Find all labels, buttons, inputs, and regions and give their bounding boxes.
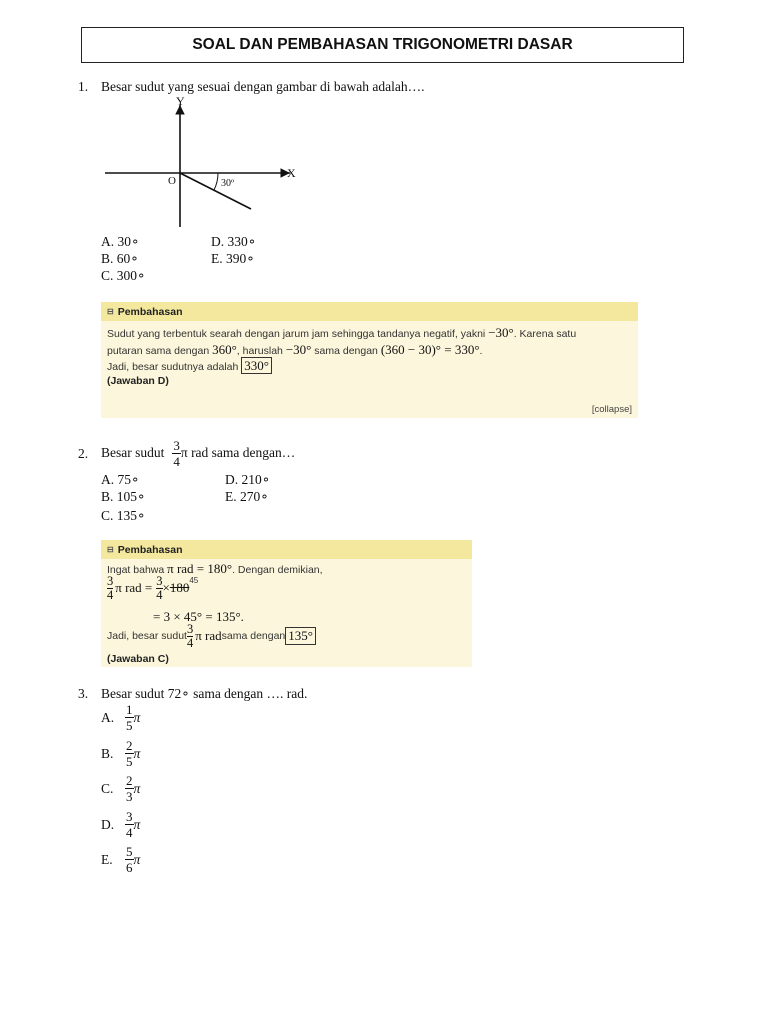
x-axis-label: X xyxy=(287,166,296,180)
page-title: SOAL DAN PEMBAHASAN TRIGONOMETRI DASAR xyxy=(81,27,684,63)
question-2-fraction: $\frac{3}{4}$ xyxy=(173,437,180,469)
solution-box-2 xyxy=(101,540,472,667)
q2-option-c: C. 135∘ xyxy=(101,508,146,523)
angle-arc xyxy=(214,173,218,190)
question-2-number: 2. xyxy=(78,446,89,461)
collapse-toggle-icon[interactable]: ⊟ xyxy=(107,545,114,554)
q1-option-b: B. 60∘ xyxy=(101,251,139,266)
question-1-number: 1. xyxy=(78,79,89,94)
origin-label: O xyxy=(168,175,176,187)
q1-option-d: D. 330∘ xyxy=(211,234,257,249)
solution-2-line-3: Jadi, besar sudut 3 4 π rad sama dengan 135° xyxy=(107,623,316,649)
q2-option-a: A. 75∘ xyxy=(101,472,140,487)
y-axis-label: Y xyxy=(176,94,185,108)
q1-option-a: A. 30∘ xyxy=(101,234,140,249)
q3-option-b: B. $\frac{2}{5}$ π xyxy=(101,738,141,769)
answer-box: 330° xyxy=(241,357,272,374)
solution-2-equation-1: 3 4 π rad = $\frac{3}{4}$ × 180 45 xyxy=(107,574,199,602)
solution-2-header[interactable] xyxy=(101,540,472,559)
solution-box-1 xyxy=(101,302,638,418)
q1-option-e: E. 390∘ xyxy=(211,251,255,266)
q2-option-e: E. 270∘ xyxy=(225,489,269,504)
solution-1-line-2: putaran sama dengan 360°, haruslah −30° sama dengan (360 − 30)° = 330°. xyxy=(107,342,483,357)
q2-option-d: D. 210∘ xyxy=(225,472,271,487)
solution-2-equation-2: = 3 × 45° = 135°. xyxy=(153,609,244,624)
q3-option-a: A. $\frac{1}{5}$ π xyxy=(101,702,141,733)
solution-1-header-label: Pembahasan xyxy=(117,305,183,318)
q3-option-d: D. $\frac{3}{4}$ π xyxy=(101,809,141,840)
q3-option-e: E. $\frac{5}{6}$ π xyxy=(101,844,141,875)
q2-option-b: B. 105∘ xyxy=(101,489,146,504)
solution-2-line-1: Ingat bahwa π rad = 180°. Dengan demikian, xyxy=(107,561,323,576)
solution-1-header[interactable] xyxy=(101,302,638,321)
solution-2-header-label: Pembahasan xyxy=(117,543,183,556)
angle-ray xyxy=(180,173,251,209)
question-2-text: Besar sudut $\frac{3}{4}$ π rad sama dengan… xyxy=(101,437,296,469)
angle-figure xyxy=(100,93,305,230)
question-1-text: Besar sudut yang sesuai dengan gambar di bawah adalah…. xyxy=(101,79,425,94)
angle-label: 30º xyxy=(221,178,235,189)
solution-1-answer: (Jawaban D) xyxy=(107,375,169,387)
collapse-link[interactable]: [collapse] xyxy=(591,404,632,415)
solution-1-line-1: Sudut yang terbentuk searah dengan jarum jam sehingga tandanya negatif, yakni −30°. Karena satu xyxy=(107,325,577,340)
collapse-toggle-icon[interactable]: ⊟ xyxy=(107,307,114,316)
solution-2-answer: (Jawaban C) xyxy=(107,653,169,665)
q1-option-c: C. 300∘ xyxy=(101,268,146,283)
question-3-number: 3. xyxy=(78,686,89,701)
question-3-text: Besar sudut 72∘ sama dengan …. rad. xyxy=(101,686,308,701)
answer-box: 135° xyxy=(285,627,316,645)
solution-1-line-3: Jadi, besar sudutnya adalah 330° xyxy=(107,358,272,374)
q3-option-c: C. $\frac{2}{3}$ π xyxy=(101,773,141,804)
